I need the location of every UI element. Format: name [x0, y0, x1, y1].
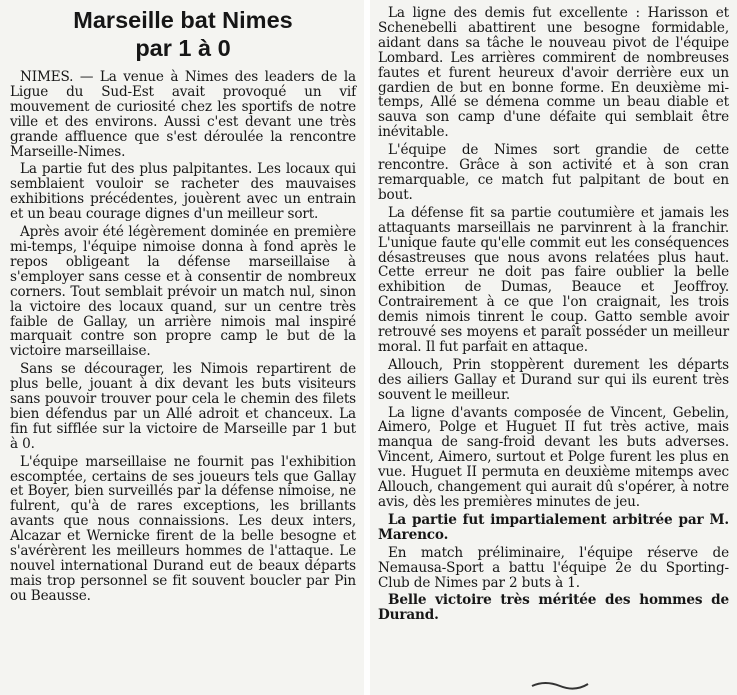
end-ornament-icon — [530, 678, 590, 692]
article-paragraph: L'équipe marseillaise ne fournit pas l'exhibition escomptée, certains de ses joueurs tels que Gallay et Boyer, bien surveillés par la défense nimoise, ne fulrent, qu'à de rares exceptions, les brillants avants que nous connaissions. Les deux inters, Alcazar et Wernicke firent de la belle besogne et s'avérèrent les meilleurs hommes de l'attaque. Le nouvel international Durand eut de beaux départs mais trop personnel se fit souvent boucler par Pin ou Beausse. — [10, 453, 356, 604]
right-column — [370, 0, 737, 695]
article-paragraph: Allouch, Prin stoppèrent durement les départs des ailiers Gallay et Durand sur qui ils eurent très souvent le meilleur. — [378, 356, 729, 403]
referee-paragraph: La partie fut impartialement arbitrée par M. Marenco. — [378, 511, 729, 543]
article-paragraph: NIMES. — La venue à Nimes des leaders de la Ligue du Sud-Est avait provoqué un vif mouvement de curiosité chez les sportifs de notre ville et des environs. Aussi c'est devant une très grande affluence que s'est déroulée la rencontre Marseille-Nimes. — [10, 69, 356, 160]
article-paragraph: Après avoir été légèrement dominée en première mi-temps, l'équipe nimoise donna à fond après le repos obligeant la défense marseillaise à s'employer sans cesse et à consentir de nombreux corners. Tout semblait prévoir un match nul, sinon la victoire des locaux quand, sur un centre très faible de Gallay, un arrière nimois mal inspiré marquait contre son propre camp le but de la victoire marseillaise. — [10, 224, 356, 360]
closing-paragraph: Belle victoire très méritée des hommes de Durand. — [378, 592, 729, 624]
headline-line-1: Marseille bat Nimes — [73, 7, 293, 33]
article-paragraph: La partie fut des plus palpitantes. Les locaux qui semblaient vouloir se racheter des mauvaises exhibitions précédentes, jouèrent avec un entrain et un beau courage dignes d'un meilleur sort. — [10, 161, 356, 223]
article-paragraph: En match préliminaire, l'équipe réserve de Nemausa-Sport a battu l'équipe 2e du Sporting-Club de Nimes par 2 buts à 1. — [378, 544, 729, 591]
article-paragraph: La ligne d'avants composée de Vincent, Gebelin, Aimero, Polge et Huguet II fut très active, mais manqua de sang-froid devant les buts adverses. Vincent, Aimero, surtout et Polge furent les plus en vue. Huguet II permuta en deuxième mitemps avec Allouch, changement qui aurait dû s'opérer, à notre avis, dès les premières minutes de jeu. — [378, 404, 729, 510]
article-paragraph: La défense fit sa partie coutumière et jamais les attaquants marseillais ne parvinrent à la franchir. L'unique faute qu'elle commit eut les conséquences désastreuses que nous avons relatées plus haut. Cette erreur ne doit pas faire oublier la belle exhibition de Dumas, Beauce et Jeoffroy. Contrairement à ce que l'on craignait, les trois demis nimois tinrent le coup. Gatto semble avoir retrouvé ses moyens et paraît posséder un meilleur moral. Il fut parfait en attaque. — [378, 204, 729, 355]
article-paragraph: L'équipe de Nimes sort grandie de cette rencontre. Grâce à son activité et à son cran remarquable, ce match fut palpitant de bout en bout. — [378, 142, 729, 203]
article-paragraph: Sans se décourager, les Nimois repartirent de plus belle, jouant à dix devant les buts visiteurs sans pouvoir trouver pour cela le chemin des filets bien défendus par un Allé adroit et chanceux. La fin fut sifflée sur la victoire de Marseille par 1 but à 0. — [10, 361, 356, 452]
left-column — [0, 0, 364, 695]
headline — [10, 6, 356, 62]
headline-line-2: par 1 à 0 — [135, 35, 231, 61]
article-paragraph: La ligne des demis fut excellente : Harisson et Schenebelli abattirent une besogne formidable, aidant dans sa tâche le nouveau pivot de l'équipe Lombard. Les arrières commirent de nombreuses fautes et furent heureux d'avoir derrière eux un gardien de but en bonne forme. En deuxième mi-temps, Allé se démena comme un beau diable et sauva son camp d'une défaite qui semblait être inévitable. — [378, 5, 729, 141]
